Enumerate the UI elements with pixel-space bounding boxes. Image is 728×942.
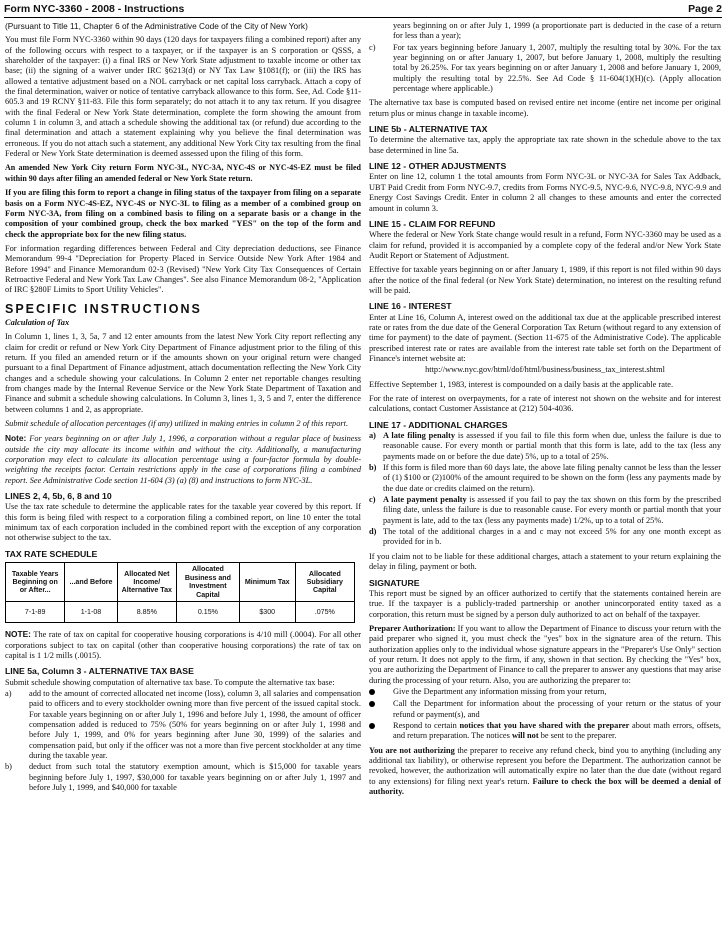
page-header <box>4 3 722 17</box>
list-item: d) The total of the additional charges in a and c may not exceed 5% for any one month except as provided for in b. <box>369 527 721 547</box>
table-cell: 1-1-08 <box>65 602 117 623</box>
line15-text: Where the federal or New York State change would result in a refund, Form NYC-3360 may be used as a claim for refund, provided it is accompanied by a complete copy of the federal and/or New York State Audit Report or Statement of Adjustment. <box>369 230 721 260</box>
line5b-heading: LINE 5b - ALTERNATIVE TAX <box>369 124 488 135</box>
bullet-icon <box>369 701 375 707</box>
liability-statement-text: If you claim not to be liable for these additional charges, attach a statement to your return explaining the delay in filing, payment or both. <box>369 551 721 572</box>
not-authorizing-text: You are not authorizing the preparer to receive any refund check, bind you to anything (including any additional tax liability), or otherwise represent you before the Department. The authorization cannot be revoked, however, the authorization will automatically expire no later than the due date (without regard to any extensions) for filing next year's return. Failure to check the box will be deemed a denial of authority. <box>369 745 722 797</box>
signature-text: This report must be signed by an officer authorized to certify that the statements contained herein are true. If the taxpayer is a publicly-traded partnership or another unincorporated entity taxed as a corporation, this return must be signed by a person duly authorized to act on behalf of the taxpayer. <box>369 588 721 619</box>
line12-heading: LINE 12 - OTHER ADJUSTMENTS <box>369 161 507 172</box>
list-item: Call the Department for information about the processing of your return or the status of your refund or payment(s), and <box>369 699 721 720</box>
line5a-text: Submit schedule showing computation of alternative tax base. To compute the alternative tax base: <box>5 677 335 687</box>
table-header: Minimum Tax <box>239 563 295 602</box>
lines-heading: LINES 2, 4, 5b, 6, 8 and 10 <box>5 491 112 502</box>
preparer-authorization-text: Preparer Authorization: If you want to allow the Department of Finance to discuss your return with the paid preparer who signed it, you must check the "yes" box in the signature area of the return. This authorization applies only to the individual whose signature appears in the "Preparer's Use Only" section of your return. It does not apply to the firm, if any, shown in that section. By checking the "Yes" box, you are authorizing the Department of Finance to call the preparer to answer any questions that may arise during the processing of your return. Also, you are authorizing the preparer to: <box>369 623 721 685</box>
form-title: Form NYC-3360 - 2008 - Instructions <box>4 3 185 15</box>
list-item: c) For tax years beginning before January 1, 2007, multiply the resulting total by 30%. For the tax year beginning on or after January 1, 2007, but before January 1, 2008, multiply the resulting total by 26.25%. For tax years beginning on or after January 1, 2008 and before January 1, 2009, multiply the resulting total by 22.5%. See Ad Code § 11-604(1)(H)(c). (Apply allocation percentage where applicable.) <box>369 42 721 94</box>
allocation-schedule-text: Submit schedule of allocation percentages (if any) utilized in making entries in column 2 of this report. <box>5 419 349 429</box>
table-header: Allocated Net Income/ Alternative Tax <box>117 563 176 602</box>
table-cell: 0.15% <box>177 602 240 623</box>
calculation-text: In Column 1, lines 1, 3, 5a, 7 and 12 enter amounts from the latest New York City report reflecting any claim for credit or refund or New York City Department of Finance adjustment prior to the filing of this return. If you filed an amended return or if the amounts shown on your original return were changed pursuant to a final Department of Finance adjustment, attach documentation reflecting the New York City changes and a schedule showing your calculations. In Column 2 enter net reportable changes resulting from changes made by the Internal Revenue Service or the New York State Department of Taxation and Finance and submit a schedule showing calculations. In Column 3, lines 1, 3, 5 and 7, enter the difference between columns 1 and 2, as appropriate. <box>5 332 361 414</box>
specific-instructions-heading: SPECIFIC INSTRUCTIONS <box>5 301 202 316</box>
page-number: Page 2 <box>688 3 722 15</box>
signature-heading: SIGNATURE <box>369 577 420 588</box>
filing-requirement-text: You must file Form NYC-3360 within 90 days (120 days for taxpayers filing a combined report) after any of the following occurs with respect to a taxpayer, or if the taxpayer is an S corporation or QSSS, a shareholder of the taxpayer: (i) a final IRS or New York State adjustment to taxable income or other tax base; (ii) the signing of a waiver under IRC §6213(d) or NY Tax Law §1081(f); or (iii) the IRS has allowed a tentative adjustment based on a NOL carryback or net capital loss carryback. Attach a copy of the final determination, waiver or notice of tentative carryback allowance to this form. See, Ad. Code §11-605.3 and 19 RCNY §11-83. File this form separately; do not attach it to any tax return. If you disagree with the final Federal or New York State determination, complete the form showing the amount from column 1 in column 3, and attach a schedule showing the additional tax (or refund) due according to the final determination and attach a statement explaining why you believe the final determination was erroneous. If you do not attach such a statement, any additional New York City tax resulting from the final Federal or New York State determination is deemed assessed upon the filing of this form. <box>5 35 361 159</box>
depreciation-info-text: For information regarding differences between Federal and City depreciation deductions, see Finance Memorandum 99-4 "Depreciation for Property Placed in Service Outside New York After 1984 and Before 1994" and Finance Memorandum 02-3 (Revised) "New York City Tax Consequences of Certain Retroactive Federal and New York Tax Law Changes". See also Finance Memorandum 08-2, "Application of IRC §280F Limits to Sport Utility Vehicles". <box>5 243 361 295</box>
list-item: a) A late filing penalty is assessed if you fail to file this form when due, unless the failure is due to reasonable cause. For every month or partial month that this form is late, add to the tax (less any payments made on or before the due date) 5%, up to a total of 25%. <box>369 431 721 461</box>
allocation-note: Note: For years beginning on or after July 1, 1996, a corporation without a regular place of business outside the city may allocate its income within and without the city. Additionally, a manufacturing corporation may elect to calculate its allocation percentage using a four-factor formula by double-weighting the receipts factor. Certain restrictions apply in the case of corporations filing a combined report. See Administrative Code section 11-604 (3) (a) (8) and instructions to form NYC-3L. <box>5 433 361 485</box>
bullet-icon <box>369 723 375 729</box>
intro-reference: (Pursuant to Title 11, Chapter 6 of the Administrative Code of the City of New York) <box>5 21 308 31</box>
refund-interest-text: Effective for taxable years beginning on or after January 1, 1989, if this report is not filed within 90 days after the notice of the final federal (or New York State) determination, no interest on the resulting refund will be paid. <box>369 265 721 295</box>
lines-text: Use the tax rate schedule to determine the applicable rates for the taxable year covered by this report. If this form is being filed with respect to a corporation filing a combined report, on line 10 enter the total minimum tax of each corporation included in the combined report with the exception of any corporation not otherwise subject to the tax. <box>5 502 361 543</box>
table-row <box>6 602 355 623</box>
list-item: Respond to certain notices that you have shared with the preparer about math errors, offsets, and return preparation. The notices will not be sent to the preparer. <box>369 721 721 742</box>
line16-heading: LINE 16 - INTEREST <box>369 301 452 312</box>
table-header: Allocated Subsidiary Capital <box>295 563 354 602</box>
list-item: a) add to the amount of corrected allocated net income (loss), column 3, all salaries and compensation paid to officers and to every stockholder owning more than five percent of the issued capital stock. For taxable years beginning on or after July 1, 1996 and before July 1, 1998, the amount of officer compensation added is reduced to 75% (50% for years beginning on or after July 1, 1998 and before July 1, 1999, and 0% for years beginning after June 30, 1999) of the salaries and compensation paid, but only if the officer was not a more than five percent stockholder at any time during the taxable year. <box>5 688 361 760</box>
left-column <box>5 21 361 794</box>
table-header: Allocated Business and Investment Capital <box>177 563 240 602</box>
line17-heading: LINE 17 - ADDITIONAL CHARGES <box>369 419 508 430</box>
calculation-heading: Calculation of Tax <box>5 317 70 327</box>
line12-text: Enter on line 12, column 1 the total amounts from Form NYC-3L or NYC-3A for Sales Tax Addback, UBT Paid Credit from Form NYC-9.7, credits from Forms NYC-9.5, NYC-9.6, NYC-9.8, NYC-9.9 and Energy Cost Savings Credit. Enter in column 2 all changes to these amounts and enter the corrected amount in column 3. <box>369 172 721 213</box>
capital-rate-note: NOTE: The rate of tax on capital for cooperative housing corporations is 4/10 mill (.0004). For all other corporations subject to tax on capital (other than cooperative housing corporations) the rate of tax on capital is 1 1/2 mills (.0015). <box>5 629 361 660</box>
list-item: c) A late payment penalty is assessed if you fail to pay the tax shown on this form by the prescribed filing date, unless the failure is due to reasonable cause. For every month or partial month that your payment is late, add to the tax (less any payments made) 1/2%, up to a total of 25%. <box>369 495 722 525</box>
list-item: Give the Department any information missing from your return, <box>369 687 721 698</box>
amended-return-note: An amended New York City return Form NYC-3L, NYC-3A, NYC-4S or NYC-4S-EZ must be filed within 90 days after filing an amended federal or New York State return. <box>5 163 361 183</box>
list-item: b) If this form is filed more than 60 days late, the above late filing penalty cannot be less than the lesser of (1) $100 or (2)100% of the amount required to be shown on the form (less any payments made by the due date or credits claimed on the return). <box>369 463 721 493</box>
table-header: Taxable Years Beginning on or After... <box>6 563 65 602</box>
right-column <box>369 21 721 801</box>
list-item: years beginning on or after July 1, 1999 (a proportionate part is deducted in the case of a return for less than a year); <box>393 21 721 41</box>
line5a-heading: LINE 5a, Column 3 - ALTERNATIVE TAX BASE <box>5 666 194 677</box>
line5b-text: To determine the alternative tax, apply the appropriate tax rate shown in the schedule above to the tax base determined in line 5a. <box>369 135 721 155</box>
tax-rate-table <box>5 562 355 623</box>
alt-base-text: The alternative tax base is computed based on revised entire net income (entire net income per original return plus or minus change in taxable income). <box>369 98 721 118</box>
tax-rate-heading: TAX RATE SCHEDULE <box>5 548 98 559</box>
interest-rate-link[interactable]: http://www.nyc.gov/html/dof/html/business/business_tax_interest.shtml <box>425 365 665 375</box>
header-rule <box>4 17 722 18</box>
table-cell: 8.85% <box>117 602 176 623</box>
table-cell: 7-1-89 <box>6 602 65 623</box>
table-header-row <box>6 563 355 602</box>
list-item: b) deduct from such total the statutory exemption amount, which is $15,000 for taxable years beginning before July 1, 1997, $30,000 for taxable years beginning on or after July 1, 1997 and before July 1, 1999, and $40,000 for taxable <box>5 762 361 792</box>
filing-status-change-text: If you are filing this form to report a change in filing status of the taxpayer from filing on a separate basis on a Form NYC-4S-EZ, NYC-4S or NYC-3L to filing as a member of a combined group on Form NYC-3A, from filing on a combined basis to filing on a separate basis or a change in the composition of your combined group, check the box marked "YES" on the top of the form and check the appropriate box for the new filing status. <box>5 188 361 239</box>
table-cell: .075% <box>295 602 354 623</box>
overpayment-text: For the rate of interest on overpayments, for a rate of interest not shown on the website and for interest calculations, contact Customer Assistance at (212) 504-4036. <box>369 394 721 414</box>
table-header: ...and Before <box>65 563 117 602</box>
compounding-text: Effective September 1, 1983, interest is compounded on a daily basis at the applicable rate. <box>369 379 674 389</box>
bullet-icon <box>369 689 375 695</box>
line16-text: Enter at Line 16, Column A, interest owed on the additional tax due at the applicable prescribed interest rate or rates from the due date of the General Corporation Tax Return (without regard to any extension of time for payment) to the date of payment. (Section 11-675 of the Administrative Code). The applicable prescribed interest rate or rates are available from the interest rate table set forth on the Department of Finance's internet website at: <box>369 312 721 363</box>
line15-heading: LINE 15 - CLAIM FOR REFUND <box>369 218 496 229</box>
table-cell: $300 <box>239 602 295 623</box>
